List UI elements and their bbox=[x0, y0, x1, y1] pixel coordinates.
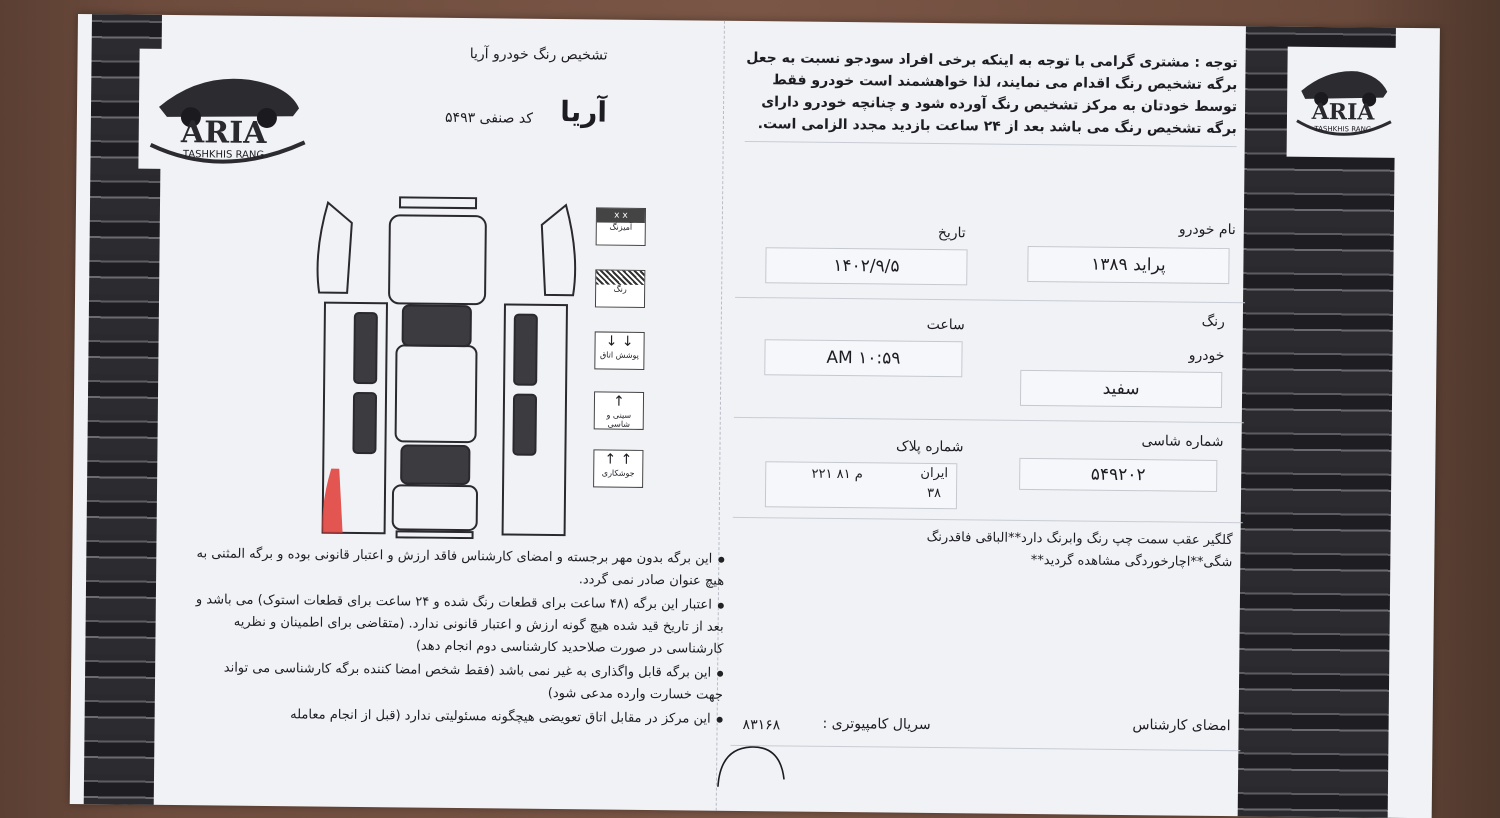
legend-item: x x آمیزنگ bbox=[596, 207, 646, 246]
logo-subtext: TASHKHIS RANG bbox=[182, 149, 265, 161]
terms-list bbox=[193, 543, 725, 733]
list-item: این مرکز در مقابل اتاق تعویضی هیچگونه مسئولیتی ندارد (قبل از انجام معامله bbox=[193, 703, 723, 731]
date-value: ۱۴۰۲/۹/۵ bbox=[765, 247, 967, 285]
hatch-icon bbox=[596, 270, 644, 285]
rear-left-window-part bbox=[353, 393, 376, 453]
rear-bumper-part bbox=[397, 531, 473, 538]
front-left-fender-part bbox=[317, 203, 352, 293]
list-item: اعتبار این برگه (۴۸ ساعت برای قطعات رنگ شده و ۲۴ ساعت برای قطعات استوک) می باشد و بعد از تاریخ قید شده هیچ گونه ارزش و اعتبار قانونی ندارد. (متقاضی برای اطمینان و نظریه کارشناسی در صورت صلاحدید کارشناسی دوم انجام دهد) bbox=[195, 592, 724, 657]
hood-part bbox=[389, 215, 486, 304]
logo-text: ARIA bbox=[180, 115, 267, 151]
divider bbox=[734, 417, 1244, 423]
plate-country: ایران bbox=[920, 465, 949, 482]
list-item: این برگه بدون مهر برجسته و امضای کارشناس فاقد ارزش و اعتبار قانونی بوده و برگه المثنی به هیچ عنوان صادر نمی گردد. bbox=[196, 546, 725, 589]
plate-number: ۲۲۱ م ۸۱ bbox=[811, 466, 863, 483]
up-arrows-icon: ↑ ↑ bbox=[604, 451, 633, 468]
time-label: ساعت bbox=[926, 316, 965, 334]
divider bbox=[733, 517, 1243, 523]
expert-signature-label: امضای کارشناس bbox=[1132, 717, 1231, 735]
notice-text: توجه : مشتری گرامی با توجه به اینکه برخی افراد سودجو نسبت به جعل برگه تشخیص رنگ اقدام می نمایند، لذا خواهشمند است خودرو فقط توسط خودتان به مرکز تشخیص رنگ آورده شود و چنانچه خودرو دارای برگه تشخیص رنگ می باشد بعد از ۲۴ ساعت بازدید مجدد الزامی است. bbox=[745, 47, 1238, 147]
roof-part bbox=[396, 345, 477, 442]
front-left-window-part bbox=[354, 313, 377, 383]
vehicle-label: خودرو bbox=[1188, 347, 1225, 365]
brand-logo-left bbox=[138, 49, 309, 171]
divider bbox=[730, 745, 1240, 751]
car-name-label: نام خودرو bbox=[1178, 221, 1236, 239]
chassis-value: ۵۴۹۲۰۲ bbox=[1019, 458, 1217, 492]
legend-item: ↓ ↓ پوشش اتاق bbox=[594, 331, 644, 370]
brand-logo-right bbox=[1287, 47, 1398, 158]
logo-text: ARIA bbox=[1311, 98, 1375, 126]
logo-subtext: TASHKHIS RANG bbox=[1314, 124, 1372, 134]
plate-code: ۳۸ bbox=[926, 485, 942, 502]
serial-value: ۸۳۱۶۸ bbox=[742, 716, 781, 734]
plate-box bbox=[765, 461, 957, 509]
list-item: این برگه قابل واگذاری به غیر نمی باشد (فقط شخص امضا کننده برگه کارشناسی می تواند جهت خسارت وارده مدعی شود) bbox=[223, 660, 723, 703]
date-label: تاریخ bbox=[937, 225, 966, 242]
header-line: تشخیص رنگ خودرو آریا bbox=[469, 46, 608, 64]
car-name-value: پراید ۱۳۸۹ bbox=[1027, 246, 1229, 284]
up-arrow-icon: ↑ bbox=[613, 393, 625, 410]
legend-item: ↑ سینی و شاسی bbox=[594, 391, 644, 430]
signature-scribble bbox=[710, 739, 791, 790]
car-body-diagram bbox=[309, 192, 583, 540]
guild-code: کد صنفی ۵۴۹۳ bbox=[444, 109, 534, 127]
company-name: آریا bbox=[560, 95, 608, 129]
inspection-sheet bbox=[70, 14, 1440, 818]
trunk-part bbox=[393, 485, 477, 530]
windshield-part bbox=[403, 305, 471, 346]
color-value: سفید bbox=[1020, 370, 1222, 408]
down-arrows-icon: ↓ ↓ bbox=[605, 333, 634, 350]
divider bbox=[735, 297, 1245, 303]
legend-item: ↑ ↑ جوشکاری bbox=[593, 449, 643, 488]
front-right-fender-part bbox=[541, 205, 576, 295]
front-bumper-part bbox=[400, 197, 476, 208]
plate-label: شماره پلاک bbox=[896, 438, 964, 456]
legend-item: رنگ bbox=[595, 269, 645, 308]
front-right-window-part bbox=[514, 315, 537, 385]
x-mark-icon: x x bbox=[597, 208, 645, 223]
serial-label: سریال کامپیوتری : bbox=[822, 715, 931, 733]
rear-window-part bbox=[401, 445, 469, 484]
chassis-label: شماره شاسی bbox=[1141, 433, 1224, 451]
color-label: رنگ bbox=[1201, 313, 1225, 331]
inspection-remark: گلگیر عقب سمت چپ رنگ وابرنگ دارد**الباقی فاقدرنگ شگی**اچارخوردگی مشاهده گردید** bbox=[926, 529, 1233, 571]
rear-left-fender-painted-part bbox=[322, 469, 343, 533]
time-value: AM ۱۰:۵۹ bbox=[764, 339, 962, 377]
rear-right-window-part bbox=[513, 395, 536, 455]
